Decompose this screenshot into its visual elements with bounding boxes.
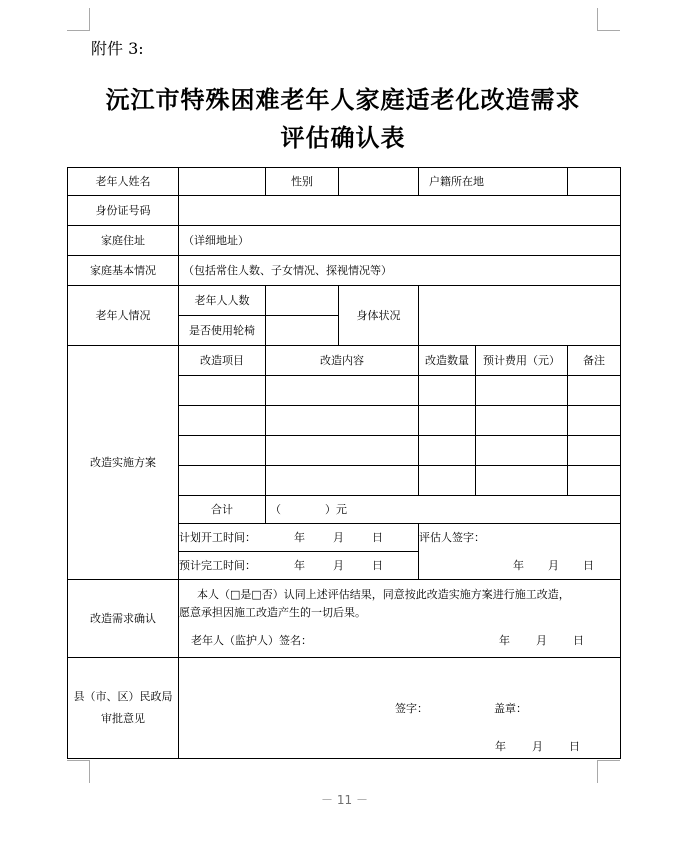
form-row-elder-count [68,286,621,316]
page-number: － 11 － [321,793,368,807]
confirm-row [68,580,621,658]
plan-cell-note[interactable] [568,376,621,406]
confirm-cell[interactable] [179,580,621,658]
elder-count-input[interactable] [266,286,339,316]
plan-header-note: 备注 [568,346,621,376]
plan-header-item: 改造项目 [179,346,266,376]
health-label: 身体状况 [339,286,419,346]
approval-month-label: 月 [532,740,543,753]
plan-end-cell [179,552,419,580]
confirm-year-label: 年 [499,634,510,647]
assessment-form-table [67,167,621,759]
form-row-name [68,168,621,196]
plan-cell-content[interactable] [266,406,419,436]
form-row-id [68,196,621,226]
health-input-cell[interactable] [419,286,621,346]
plan-start-cell [179,524,419,552]
plan-cell-cost[interactable] [476,376,568,406]
assessor-day-label: 日 [583,559,594,572]
approval-cell[interactable] [179,658,621,759]
plan-cell-note[interactable] [568,436,621,466]
plan-header-qty: 改造数量 [419,346,476,376]
approval-year-label: 年 [495,740,506,753]
plan-cell-cost[interactable] [476,466,568,496]
elder-count-label: 老年人人数 [179,286,266,316]
approval-sign-label: 签字： [395,702,428,715]
confirm-text-line2: 愿意承担因施工改造产生的一切后果。 [179,606,366,619]
confirm-date [499,634,584,648]
approval-row [68,658,621,759]
address-label: 家庭住址 [68,226,179,256]
address-hint[interactable]: （详细地址） [179,226,621,256]
start-month-label: 月 [333,530,344,544]
crop-mark-bottom-right [597,760,620,783]
plan-cell-qty[interactable] [419,436,476,466]
crop-mark-top-left [67,8,90,31]
plan-cell-content[interactable] [266,436,419,466]
plan-cell-cost[interactable] [476,436,568,466]
family-hint[interactable]: （包括常住人数、子女情况、探视情况等） [179,256,621,286]
document-title-line2: 评估确认表 [280,123,406,152]
end-month-label: 月 [333,558,344,572]
name-label: 老年人姓名 [68,168,179,196]
crop-mark-bottom-left [67,760,90,783]
attachment-label: 附件 3: [91,39,144,58]
confirm-sign-label: 老年人（监护人）签名： [191,634,312,647]
plan-cell-item[interactable] [179,436,266,466]
plan-label: 改造实施方案 [68,346,179,580]
plan-header-row [68,346,621,376]
id-label: 身份证号码 [68,196,179,226]
family-label: 家庭基本情况 [68,256,179,286]
approval-seal-label: 盖章： [494,702,527,715]
hukou-label: 户籍所在地 [419,168,568,196]
assessor-cell[interactable] [419,524,621,580]
approval-label-line1: 县（市、区）民政局 [73,690,173,703]
plan-cell-qty[interactable] [419,376,476,406]
confirm-text-line1: 本人（□是□否）认同上述评估结果，同意按此改造实施方案进行施工改造， [197,588,570,601]
wheelchair-input[interactable] [266,316,339,346]
assessor-month-label: 月 [548,559,559,572]
approval-label-line2: 审批意见 [101,712,145,725]
hukou-input-cell[interactable] [568,168,621,196]
end-year-label: 年 [294,558,305,572]
plan-cell-qty[interactable] [419,466,476,496]
gender-label: 性别 [266,168,339,196]
end-day-label: 日 [372,558,383,572]
assessor-label: 评估人签字： [419,531,485,544]
name-input-cell[interactable] [179,168,266,196]
approval-date [495,740,580,754]
document-title-line1: 沅江市特殊困难老年人家庭适老化改造需求 [105,85,581,114]
approval-label [68,658,179,759]
plan-cell-qty[interactable] [419,406,476,436]
start-day-label: 日 [372,530,383,544]
form-row-family [68,256,621,286]
approval-day-label: 日 [569,740,580,753]
confirm-sign-row [179,634,620,648]
plan-header-cost: 预计费用（元） [476,346,568,376]
plan-cell-note[interactable] [568,466,621,496]
plan-cell-item[interactable] [179,466,266,496]
plan-cell-item[interactable] [179,376,266,406]
id-input-cell[interactable] [179,196,621,226]
assessor-year-label: 年 [513,559,524,572]
start-year-label: 年 [294,530,305,544]
plan-cell-note[interactable] [568,406,621,436]
confirm-month-label: 月 [536,634,547,647]
gender-input-cell[interactable] [339,168,419,196]
confirm-day-label: 日 [573,634,584,647]
start-time-label: 计划开工时间： [179,530,256,544]
plan-cell-item[interactable] [179,406,266,436]
elder-label: 老年人情况 [68,286,179,346]
crop-mark-top-right [597,8,620,31]
plan-header-content: 改造内容 [266,346,419,376]
plan-total-value[interactable]: （ ）元 [266,496,621,524]
confirm-label: 改造需求确认 [68,580,179,658]
plan-cell-content[interactable] [266,466,419,496]
plan-cell-cost[interactable] [476,406,568,436]
plan-total-label: 合计 [179,496,266,524]
wheelchair-label: 是否使用轮椅 [179,316,266,346]
form-row-address [68,226,621,256]
end-time-label: 预计完工时间： [179,558,256,572]
assessor-date [419,559,620,573]
plan-cell-content[interactable] [266,376,419,406]
